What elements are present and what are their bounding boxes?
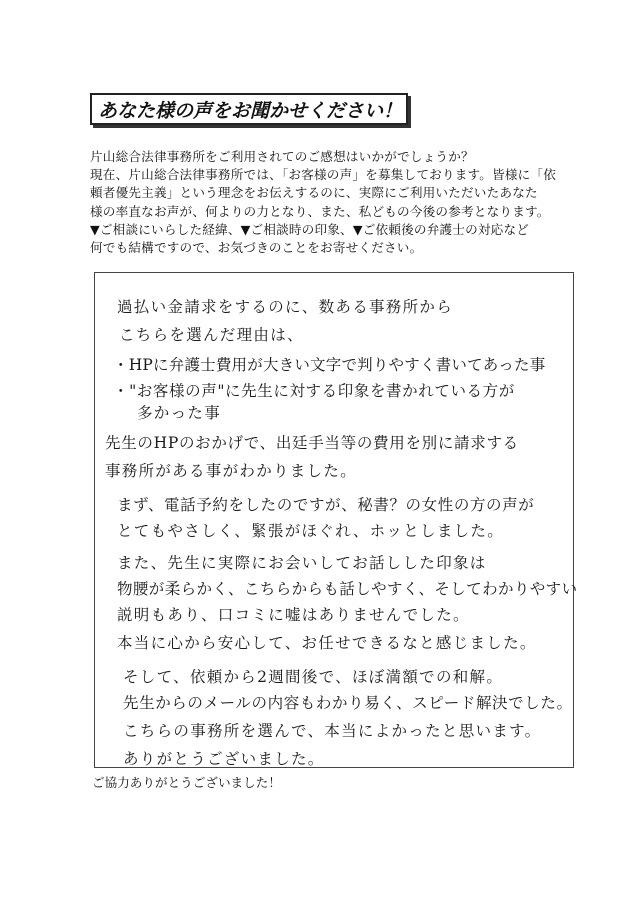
handwritten-letter-box bbox=[94, 272, 578, 768]
letter-line: また、先生に実際にお会いしてお話しした印象は bbox=[117, 554, 487, 572]
footer-thanks: ご協力ありがとうございました！ bbox=[92, 775, 281, 790]
letter-line: 物腰が柔らかく、こちらからも話しやすく、そしてわかりやすい bbox=[117, 580, 578, 598]
letter-line: 説明もあり、口コミに嘘はありませんでした。 bbox=[117, 606, 470, 624]
letter-line: ・HPに弁護士費用が大きい文字で判りやすく書いてあった事 bbox=[113, 356, 546, 374]
intro-line: 頼者優先主義」という理念をお伝えするのに、実際にご利用いただいたあなた bbox=[90, 185, 538, 201]
letter-line: 先生からのメールの内容もわかり易く、スピード解決でした。 bbox=[123, 694, 573, 712]
letter-line: 事務所がある事がわかりました。 bbox=[105, 462, 358, 480]
page-title: あなた様の声をお聞かせください！ bbox=[98, 99, 403, 122]
intro-line: 何でも結構ですので、お気づきのことをお寄せください。 bbox=[90, 240, 423, 256]
intro-line: 片山総合法律事務所をご利用されてのご感想はいかがでしょうか？ bbox=[90, 149, 474, 164]
intro-text bbox=[90, 148, 560, 257]
letter-line: 先生のHPのおかげで、出廷手当等の費用を別に請求する bbox=[105, 434, 519, 452]
title-box bbox=[90, 93, 408, 125]
intro-line: 様の率直なお声が、何よりの力となり、また、私どもの今後の参考となります。 bbox=[90, 203, 550, 219]
letter-line: 過払い金請求をするのに、数ある事務所から bbox=[117, 298, 454, 316]
letter-line: 本当に心から安心して、お任せできるなと感じました。 bbox=[117, 634, 537, 652]
letter-line: ・"お客様の声"に先生に対する印象を書かれている方が bbox=[113, 382, 515, 400]
letter-line: こちらを選んだ理由は、 bbox=[119, 326, 304, 344]
intro-line: 現在、片山総合法律事務所では、「お客様の声」を募集しております。皆様に「依 bbox=[90, 167, 557, 183]
letter-line: とてもやさしく、緊張がほぐれ、ホッとしました。 bbox=[117, 522, 505, 540]
intro-line: ▼ご相談にいらした経緯、▼ご相談時の印象、▼ご依頼後の弁護士の対応など bbox=[90, 221, 530, 237]
letter-line: こちらの事務所を選んで、本当によかったと思います。 bbox=[123, 722, 542, 740]
letter-line: そして、依頼から2週間後で、ほぼ満額での和解。 bbox=[123, 668, 504, 686]
letter-line: ありがとうございました。 bbox=[123, 750, 325, 768]
letter-line: まず、電話予約をしたのですが、秘書？の女性の方の声が bbox=[117, 496, 535, 514]
letter-line: 多かった事 bbox=[137, 404, 222, 422]
